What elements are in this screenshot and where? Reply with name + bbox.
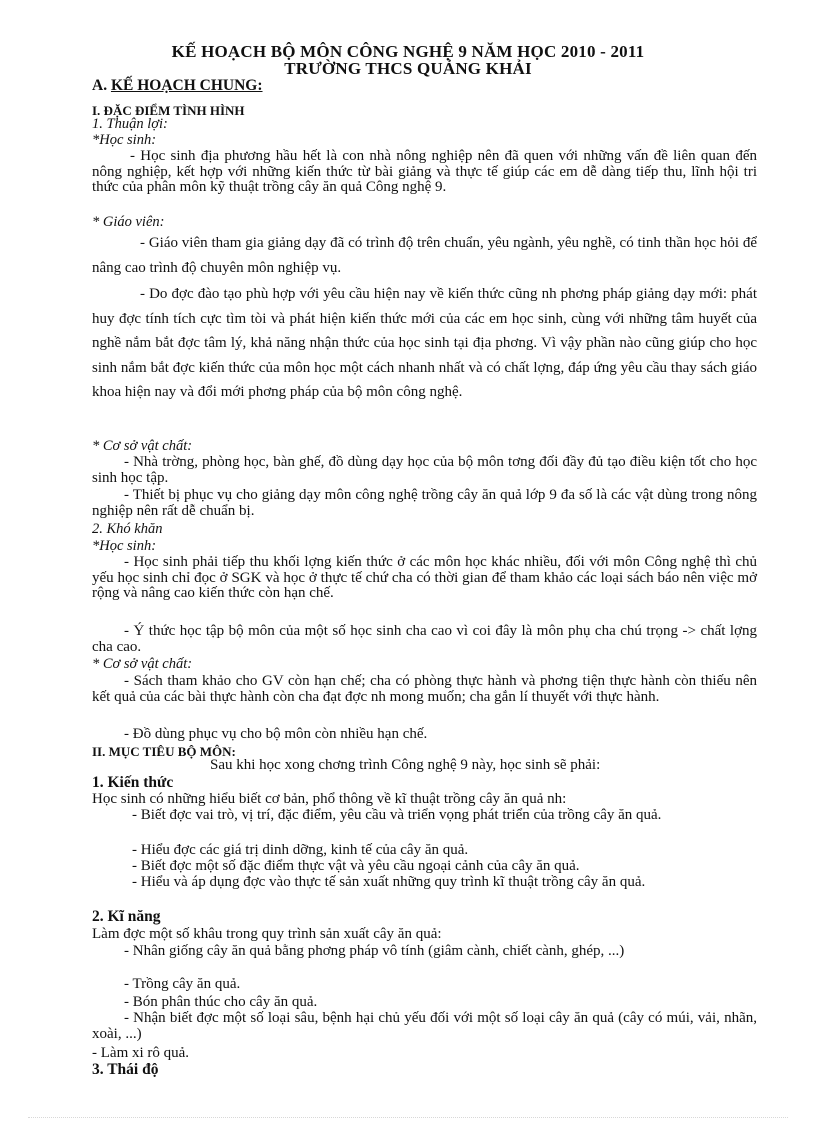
label-facilities-2: * Cơ sở vật chất: <box>92 656 193 672</box>
school-name: TRƯỜNG THCS QUẢNG KHẢI <box>284 59 532 78</box>
paragraph-skills-2: - Trồng cây ăn quả. <box>124 976 241 992</box>
section-a-heading <box>92 77 263 95</box>
section-i-heading: I. ĐẶC ĐIỂM TÌNH HÌNH <box>92 103 245 118</box>
paragraph-knowledge-3: - Biết đợc một số đặc điểm thực vật và yêu cầu ngoại cảnh của cây ăn quả. <box>132 858 580 874</box>
paragraph-teachers-2: - Do đợc đào tạo phù hợp với yêu cầu hiện nay về kiến thức cũng nh phơng pháp giảng dạy mới: phát huy đợc tính tích cực tìm tòi và phát hiện kiến thức mới của các em học sinh, cùng với những tâm huyết của nghề nắm bắt đợc tâm lý, khả năng nhận thức của học sinh tại địa phơng. Vì vậy phần nào cũng giúp cho học sinh nắm bắt đợc kiến thức của môn học một cách nhanh nhất và có chất lợng, đáp ứng yêu cầu thay sách giáo khoa hiện nay và đổi mới phơng pháp của bộ môn công nghệ. <box>92 286 757 400</box>
paragraph-facilities-4: - Đồ dùng phục vụ cho bộ môn còn nhiều hạn chế. <box>124 726 428 742</box>
label-teachers: * Giáo viên: <box>92 214 165 230</box>
paragraph-knowledge-4: - Hiểu và áp dụng đợc vào thực tế sản xuất những quy trình kĩ thuật trồng cây ăn quả. <box>132 874 646 890</box>
paragraph-knowledge-intro: Học sinh có những hiểu biết cơ bản, phổ thông về kĩ thuật trồng cây ăn quả nh: <box>92 791 567 807</box>
paragraph-students-advantage: - Học sinh địa phương hầu hết là con nhà nông nghiệp nên đã quen với những vấn đề liên quan đến nông nghiệp, kết hợp với những kiến thức từ bài giảng và thực tế giúp các em dễ dàng tiếp thu, lĩnh hội tri thức của phân môn kỹ thuật trồng cây ăn quả Công nghệ 9. <box>92 148 757 195</box>
subheading-difficulties: 2. Khó khăn <box>92 521 163 537</box>
paragraph-difficulties-2: - Ý thức học tập bộ môn của một số học sinh cha cao vì coi đây là môn phụ cha chú trọng -> chất lợng cha cao. <box>92 623 757 655</box>
section-a-prefix: A. <box>92 77 111 94</box>
paragraph-skills-5: - Làm xi rô quả. <box>92 1045 190 1061</box>
section-ii-heading: II. MỤC TIÊU BỘ MÔN: <box>92 744 236 759</box>
paragraph-skills-intro: Làm đợc một số khâu trong quy trình sản xuất cây ăn quả: <box>92 926 442 942</box>
paragraph-knowledge-2: - Hiểu đợc các giá trị dinh dỡng, kinh tế của cây ăn quả. <box>132 842 469 858</box>
page-footer-divider <box>28 1117 788 1118</box>
document-title: KẾ HOẠCH BỘ MÔN CÔNG NGHỆ 9 NĂM HỌC 2010 - 2011 <box>171 42 645 61</box>
label-students: *Học sinh: <box>92 132 157 148</box>
paragraph-facilities-1: - Nhà trờng, phòng học, bàn ghế, đồ dùng dạy học của bộ môn tơng đối đầy đủ tạo điều kiện tốt cho học sinh học tập. <box>92 454 757 486</box>
subheading-advantages: 1. Thuận lợi: <box>92 116 168 132</box>
paragraph-skills-4: - Nhận biết đợc một số loại sâu, bệnh hại chủ yếu đối với một số loại cây ăn quả (cây có múi, vải, nhãn, xoài, ...) <box>92 1010 757 1042</box>
paragraph-skills-3: - Bón phân thúc cho cây ăn quả. <box>124 994 318 1010</box>
paragraph-difficulties-1: - Học sinh phải tiếp thu khối lợng kiến thức ở các môn học khác nhiều, đối với môn Công nghệ thì chủ yếu học sinh chỉ đọc ở SGK và học ở thực tế chứ cha có thời gian để tham khảo các loại sách báo nên việc mở rộng và nâng cao kiến thức còn hạn chế. <box>92 554 757 601</box>
paragraph-knowledge-1: - Biết đợc vai trò, vị trí, đặc điểm, yêu cầu và triển vọng phát triển của trồng cây ăn quả. <box>132 807 662 823</box>
label-facilities: * Cơ sở vật chất: <box>92 438 193 454</box>
section-a-title: KẾ HOẠCH CHUNG: <box>110 77 263 94</box>
paragraph-skills-1: - Nhân giống cây ăn quả bằng phơng pháp vô tính (giâm cành, chiết cành, ghép, ...) <box>124 943 625 959</box>
heading-attitude: 3. Thái độ <box>92 1061 159 1078</box>
paragraph-objectives: Sau khi học xong chơng trình Công nghệ 9 này, học sinh sẽ phải: <box>210 757 601 773</box>
label-students-2: *Học sinh: <box>92 538 157 554</box>
paragraph-facilities-2: - Thiết bị phục vụ cho giảng dạy môn công nghệ trồng cây ăn quả lớp 9 đa số là các vật dùng trong nông nghiệp nên rất dễ chuẩn bị. <box>92 487 757 519</box>
paragraph-facilities-3: - Sách tham khảo cho GV còn hạn chế; cha có phòng thực hành và phơng tiện thực hành còn thiếu nên kết quả của các bài thực hành còn cha đạt đợc nh mong muốn; cha gắn lí thuyết với thực hành. <box>92 673 757 705</box>
heading-skills: 2. Kĩ năng <box>92 908 161 925</box>
paragraph-teachers-1: - Giáo viên tham gia giảng dạy đã có trình độ trên chuẩn, yêu ngành, yêu nghề, có tinh thần học hỏi để nâng cao trình độ chuyên môn nghiệp vụ. <box>92 235 757 276</box>
heading-knowledge: 1. Kiến thức <box>92 774 174 791</box>
